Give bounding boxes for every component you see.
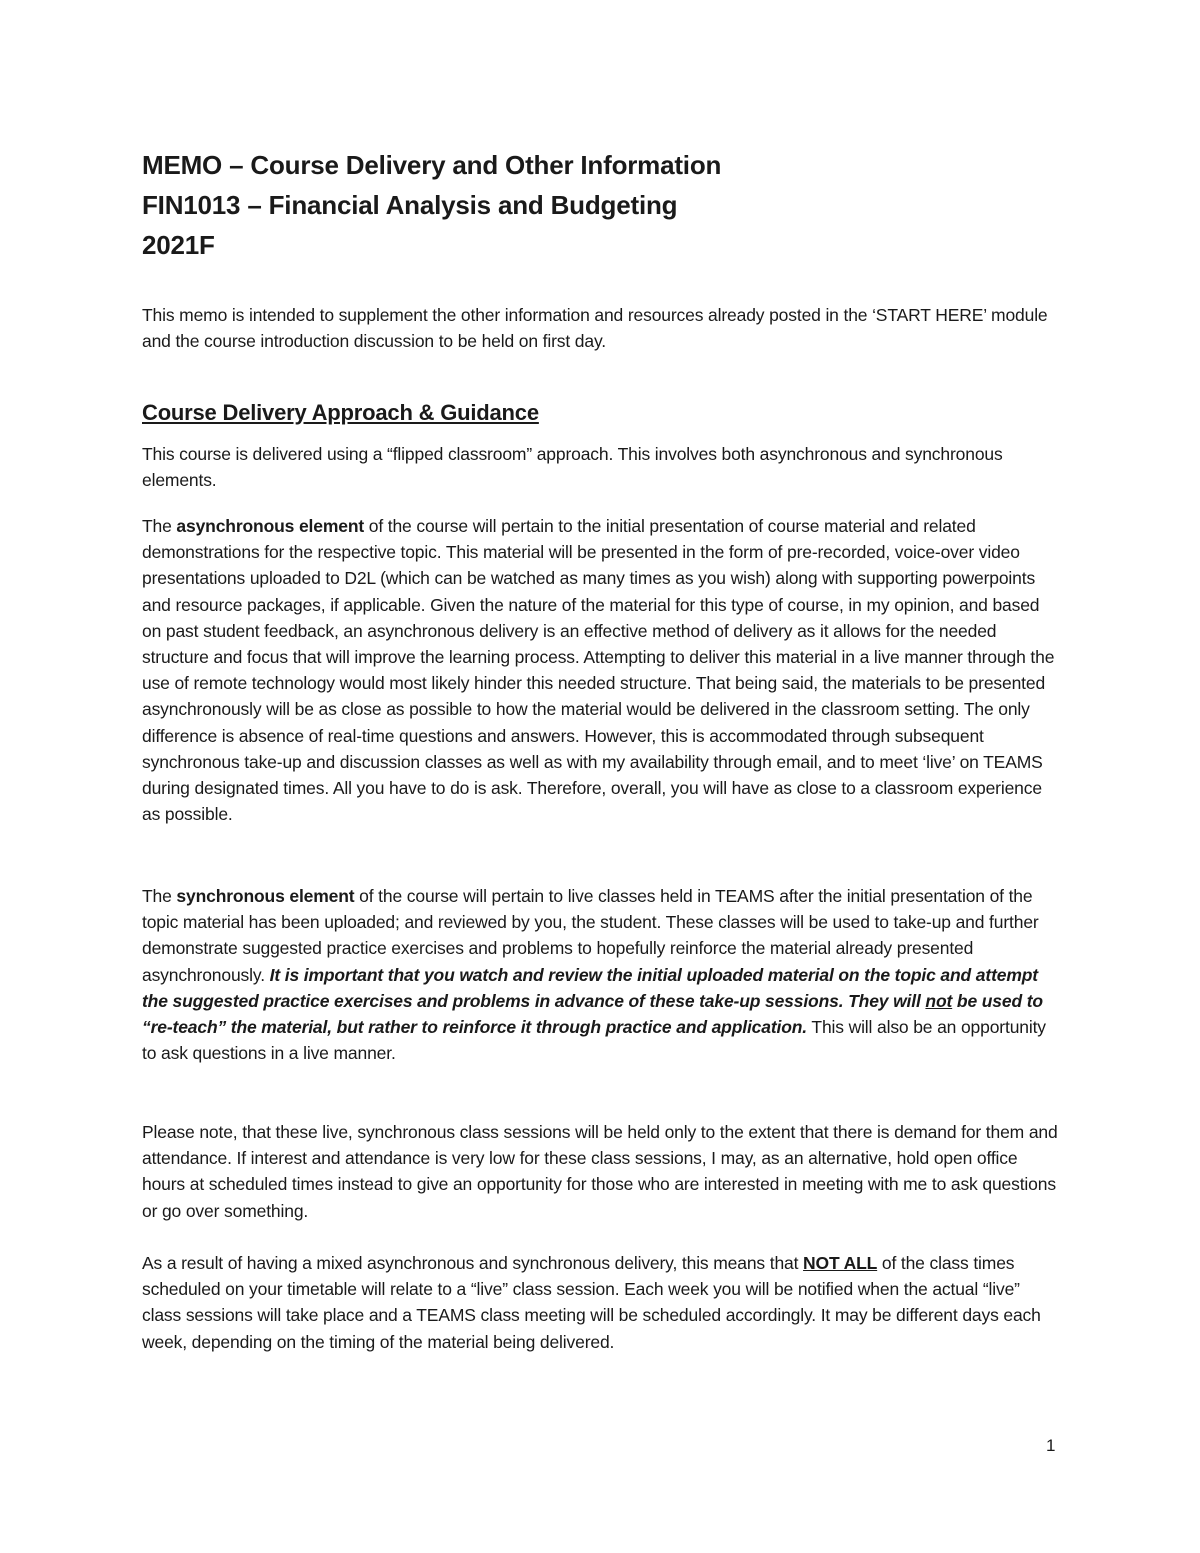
emphasis-not: not [925, 990, 953, 1011]
asynchronous-paragraph [142, 513, 1060, 827]
emphasis-text: be used to “re-teach” the material, but rather to reinforce it through practice and application. [142, 990, 1043, 1038]
text-span: of the course will pertain to the initial presentation of course material and related demonstrations for the respective topic. This material will be presented in the form of pre-recorded, voice-over video presentations uploaded to D2L (which can be watched as many times as you wish) along with supporting powerpoints and resource packages, if applicable. Given the nature of the material for this type of course, in my opinion, and based on past student feedback, an asynchronous delivery is an effective method of delivery as it allows for the needed structure and focus that will improve the learning process. Attempting to deliver this material in a live manner through the use of remote technology would most likely hinder this needed structure. That being said, the materials to be presented asynchronously will be as close as possible to how the material would be delivered in the classroom setting. The only difference is absence of real-time questions and answers. However, this is accommodated through subsequent synchronous take-up and discussion classes as well as with my availability through email, and to meet ‘live’ on TEAMS during designated times. All you have to do is ask. Therefore, overall, you will have as close to a classroom experience as possible. [142, 516, 1055, 825]
text-span: The [142, 516, 177, 536]
synchronous-term: synchronous element [176, 886, 355, 906]
text-span: The [142, 886, 177, 906]
live-sessions-paragraph: Please note, that these live, synchronous class sessions will be held only to the extent that there is demand for them and attendance. If interest and attendance is very low for these class sessions, I may, as an alternative, hold open office hours at scheduled times instead to give an opportunity for those who are interested in meeting with me to ask questions or go over something. [142, 1122, 1058, 1221]
mixed-delivery-paragraph [142, 1250, 1060, 1355]
text-span: As a result of having a mixed asynchronous and synchronous delivery, this means that [142, 1253, 804, 1273]
emphasis-text: It is important that you watch and review the initial uploaded material on the topic and attempt the suggested practice exercises and problems in advance of these take-up sessions. They will [142, 964, 1038, 1011]
asynchronous-term: asynchronous element [176, 516, 365, 536]
memo-title-block [142, 145, 1082, 265]
course-title: FIN1013 – Financial Analysis and Budgeting [142, 190, 678, 220]
text-span: of the course will pertain to live classes held in TEAMS after the initial presentation of the topic material has been uploaded; and reviewed by you, the student. These classes will be used to take-up and further demonstrate suggested practice exercises and problems to hopefully reinforce the material already presented asynchronously. [142, 886, 1039, 985]
page-number: 1 [1046, 1436, 1056, 1455]
intro-paragraph: This memo is intended to supplement the other information and resources already posted in the ‘START HERE’ module and the course introduction discussion to be held on first day. [142, 305, 1048, 352]
text-span: This will also be an opportunity to ask questions in a live manner. [142, 1017, 1046, 1064]
synchronous-paragraph [142, 883, 1060, 1066]
section-heading: Course Delivery Approach & Guidance [142, 400, 539, 425]
text-span: of the class times scheduled on your timetable will relate to a “live” class session. Each week you will be notified when the actual “live” class sessions will take place and a TEAMS class meeting will be scheduled accordingly. It may be different days each week, depending on the timing of the material being delivered. [142, 1253, 1041, 1352]
flipped-classroom-paragraph: This course is delivered using a “flipped classroom” approach. This involves both asynchronous and synchronous elements. [142, 444, 1003, 491]
term-label: 2021F [142, 230, 215, 260]
not-all-emphasis: NOT ALL [803, 1253, 878, 1273]
memo-title: MEMO – Course Delivery and Other Information [142, 150, 722, 180]
